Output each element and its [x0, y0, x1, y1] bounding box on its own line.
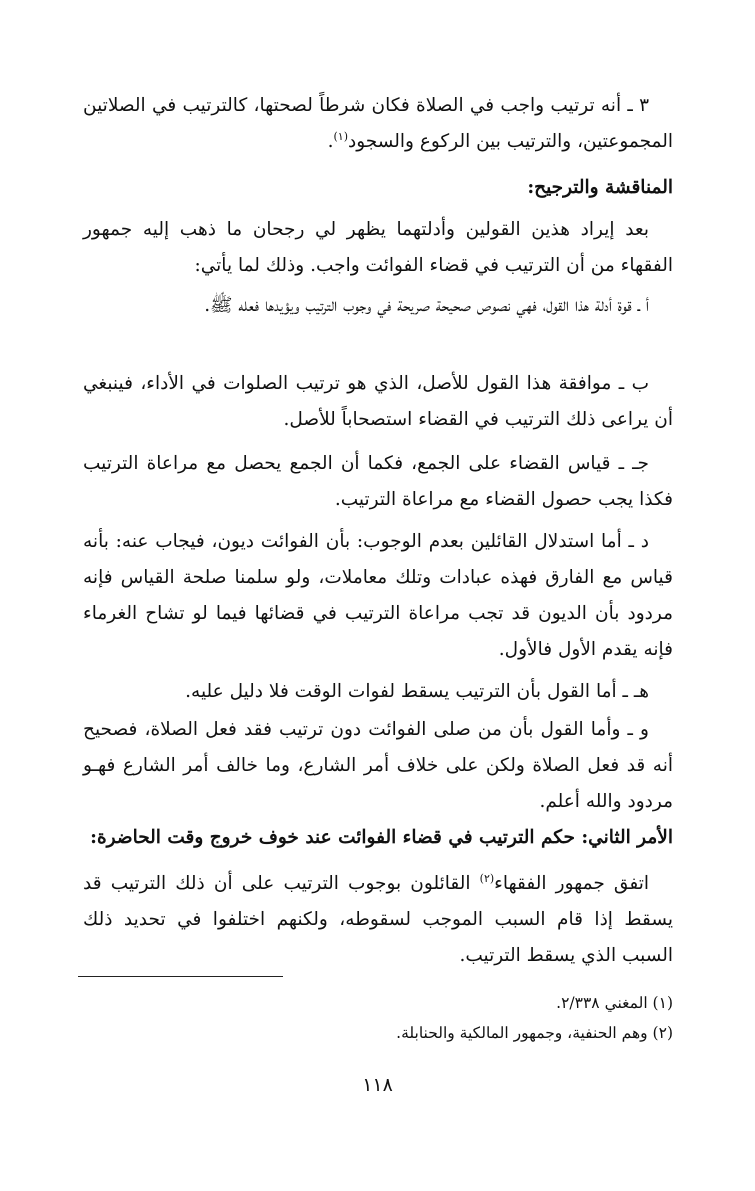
- footnote-ref-2: (٢): [479, 871, 495, 885]
- heading-second-matter: الأمر الثاني: حكم الترتيب في قضاء الفوائت عند خوف خروج وقت الحاضرة:: [90, 827, 673, 848]
- paragraph-agreement-rest: القائلون بوجوب الترتيب على أن ذلك الترتيب قد يسقط إذا قام السبب الموجب لسقوطه، ولكنهم اختلفوا في تحديد ذلك السبب الذي يسقط الترتيب.: [83, 873, 673, 966]
- heading-discussion: المناقشة والترجيح:: [527, 177, 673, 198]
- heading-block-2: [83, 820, 673, 856]
- paragraph-block-e: [83, 674, 673, 710]
- footnote-ref-1: (١): [333, 129, 348, 143]
- paragraph-block-f: [83, 712, 673, 820]
- body-text: [83, 88, 673, 160]
- paragraph-agreement: [83, 866, 673, 974]
- footnote-divider: [78, 976, 283, 977]
- heading-block-1: [83, 170, 673, 206]
- page-number: ١١٨: [362, 1074, 393, 1096]
- paragraph-block-d: [83, 524, 673, 668]
- paragraph-a: أ ـ قوة أدلة هذا القول، فهي نصوص صحيحة صريحة في وجوب الترتيب ويؤيدها فعله ﷺ.: [204, 295, 649, 316]
- paragraph-block-c: [83, 446, 673, 518]
- footnote-1: (١) المغني ٢/٣٣٨.: [556, 994, 673, 1012]
- paragraph-d: د ـ أما استدلال القائلين بعدم الوجوب: بأن الفوائت ديون، فيجاب عنه: بأنه قياس مع الفارق فهذه عبادات وتلك معاملات، ولو سلمنا صلحة القياس فإنه مردود بأن الديون قد تجب مراعاة الترتيب في قضائها فيما لو تشاح الغرماء فإنه يقدم الأول فالأول.: [83, 531, 673, 660]
- paragraph-e: هـ ـ أما القول بأن الترتيب يسقط لفوات الوقت فلا دليل عليه.: [185, 681, 649, 702]
- footnote-2: (٢) وهم الحنفية، وجمهور المالكية والحنابلة.: [396, 1024, 673, 1042]
- paragraph-3-end: .: [327, 131, 334, 152]
- paragraph-3: [83, 88, 673, 160]
- paragraph-b: ب ـ موافقة هذا القول للأصل، الذي هو ترتيب الصلوات في الأداء، فينبغي أن يراعى ذلك الترتيب في القضاء استصحاباً للأصل.: [83, 373, 673, 430]
- paragraph-block-a: [83, 288, 673, 324]
- paragraph-agreement-start: اتفق جمهور الفقهاء: [494, 873, 650, 894]
- paragraph-intro: بعد إيراد هذين القولين وأدلتهما يظهر لي رجحان ما ذهب إليه جمهور الفقهاء من أن الترتيب في قضاء الفوائت واجب. وذلك لما يأتي:: [83, 219, 673, 276]
- footnotes: [83, 988, 673, 1048]
- paragraph-c: جـ ـ قياس القضاء على الجمع، فكما أن الجمع يحصل مع مراعاة الترتيب فكذا يجب حصول القضاء مع مراعاة الترتيب.: [83, 453, 673, 510]
- paragraph-block-b: [83, 366, 673, 438]
- paragraph-block-agreement: [83, 866, 673, 974]
- paragraph-f: و ـ وأما القول بأن من صلى الفوائت دون ترتيب فقد فعل الصلاة، فصحيح أنه قد فعل الصلاة ولكن على خلاف أمر الشارع، وما خالف أمر الشارع فهـو مردود والله أعلم.: [83, 719, 673, 812]
- paragraph-block-intro: [83, 212, 673, 284]
- paragraph-3-text: ٣ ـ أنه ترتيب واجب في الصلاة فكان شرطاً لصحتها، كالترتيب في الصلاتين المجموعتين، والترتيب بين الركوع والسجود: [83, 95, 673, 152]
